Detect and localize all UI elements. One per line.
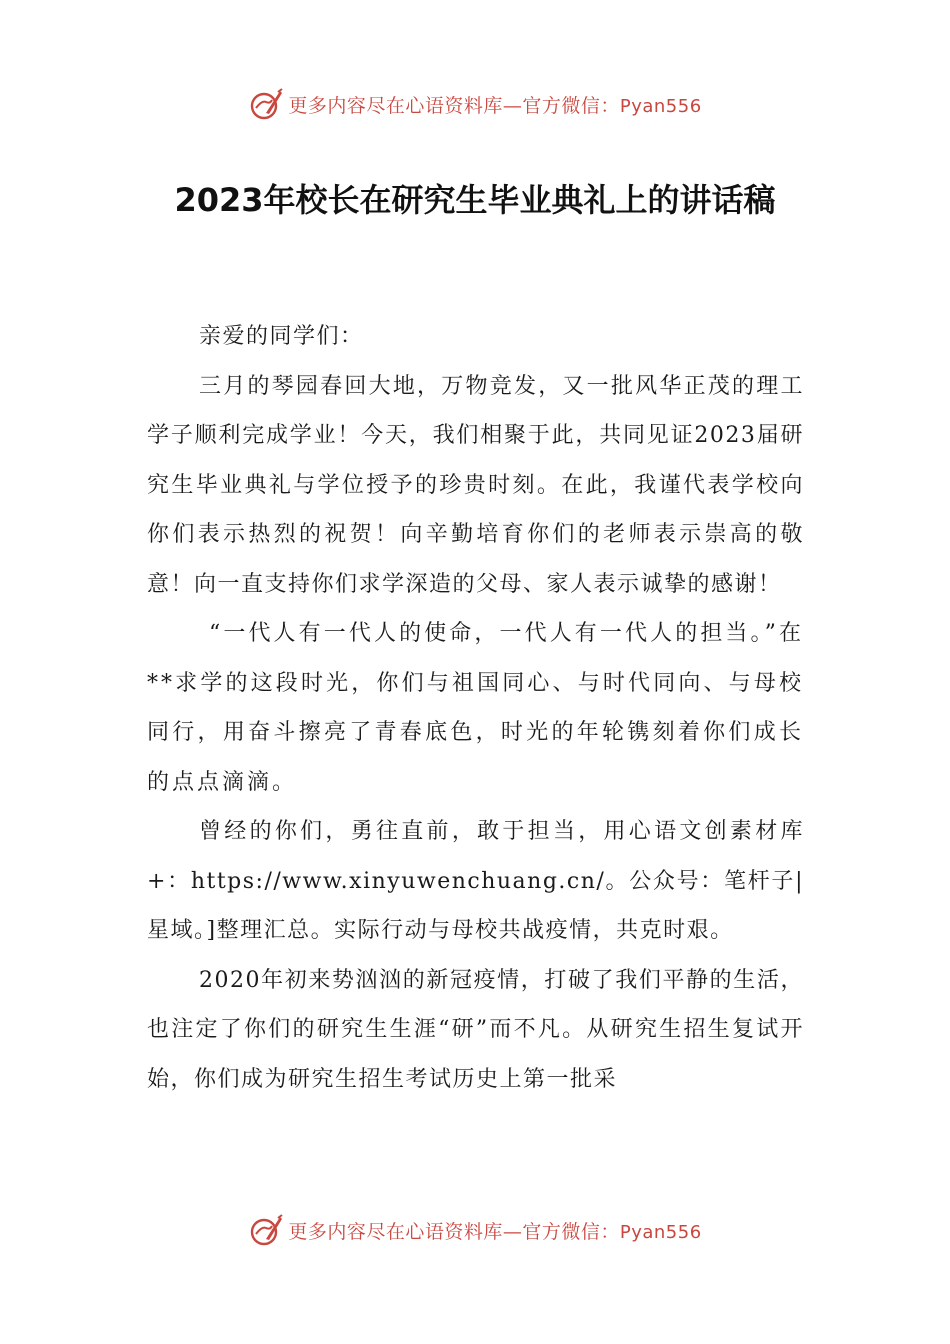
document-body: [147, 312, 804, 1104]
footer-watermark-banner: [0, 1208, 950, 1252]
quill-logo-icon: [248, 1212, 284, 1248]
salutation: 亲爱的同学们：: [199, 324, 364, 349]
wechat-id: Pyan556: [619, 1221, 702, 1243]
quill-logo-icon: [248, 86, 284, 122]
paragraph-3: 曾经的你们，勇往直前，敢于担当，用心语文创素材库+：https://www.xinyuwenchuang.cn/。公众号：笔杆子|星域。]整理汇总。实际行动与母校共战疫情，共克时艰。: [147, 819, 804, 943]
paragraph-1: 三月的琴园春回大地，万物竞发，又一批风华正茂的理工学子顺利完成学业！今天，我们相聚于此，共同见证2023届研究生毕业典礼与学位授予的珍贵时刻。在此，我谨代表学校向你们表示热烈的祝贺！向辛勤培育你们的老师表示崇高的敬意！向一直支持你们求学深造的父母、家人表示诚挚的感谢！: [147, 373, 804, 597]
paragraph-2: “一代人有一代人的使命，一代人有一代人的担当。”在**求学的这段时光，你们与祖国同心、与时代同向、与母校同行，用奋斗擦亮了青春底色，时光的年轮镌刻着你们成长的点点滴滴。: [147, 621, 804, 795]
banner-text: 更多内容尽在心语资料库—官方微信：Pyan556: [288, 94, 702, 117]
banner-text: 更多内容尽在心语资料库—官方微信：Pyan556: [288, 1220, 702, 1243]
header-watermark-banner: [0, 82, 950, 126]
document-title: 2023年校长在研究生毕业典礼上的讲话稿: [174, 181, 776, 219]
wechat-id: Pyan556: [619, 95, 702, 117]
paragraph-4: 2020年初来势汹汹的新冠疫情，打破了我们平静的生活，也注定了你们的研究生生涯“研”而不凡。从研究生招生复试开始，你们成为研究生招生考试历史上第一批采: [147, 967, 804, 1092]
